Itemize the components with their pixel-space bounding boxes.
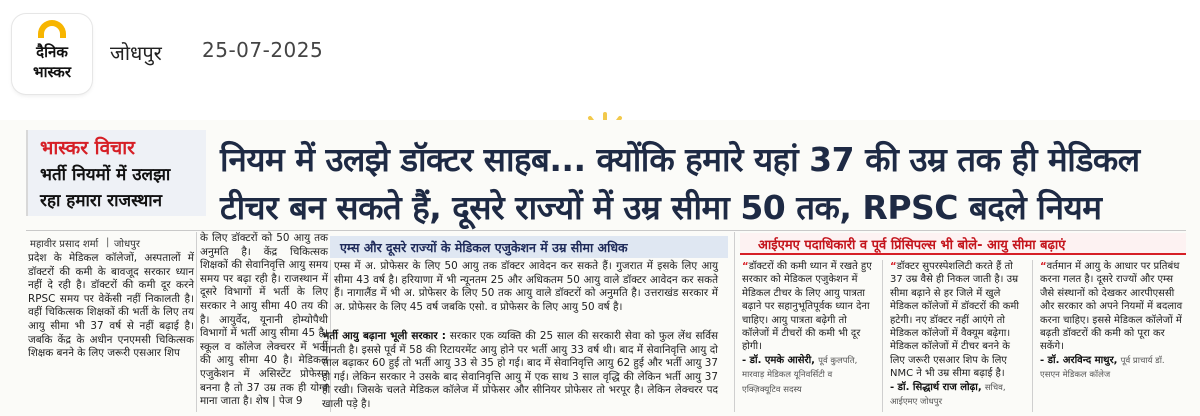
sun-logo-icon xyxy=(38,20,66,38)
headline-line-1: नियम में उलझे डॉक्टर साहब... क्योंकि हमारे यहां 37 की उम्र तक ही मेडिकल xyxy=(220,140,1140,179)
byline-separator: | xyxy=(106,237,110,248)
opinion-line-1: भर्ती नियमों में उलझा xyxy=(40,165,171,185)
article-column-2: के लिए डॉक्टरों को 50 आयु तक अनुमति है। केंद्र चिकित्सक शिक्षकों की सेवानिवृत्ति आयु समय समय पर बढ़ा रही है। राजस्थान में दूसरे विभागों में भर्ती के लिए सरकार ने आयु सीमा 40 तय की है। आयुर्वेद, यूनानी होम्योपैथी विभागों में भर्ती आयु सीमा 45 है। स्कूल व कॉलेज लेक्चरर में भर्ती की आयु सीमा 40 है। मेडिकल एजुकेशन में असिस्टेंट प्रोफेसर बनना है तो 37 उम्र तक ही योग्य माना जाता है। शेष | पेज 9 xyxy=(200,232,328,408)
quote-3-role: पूर्व प्राचार्य डॉ. एसएन मेडिकल कॉलेज xyxy=(1040,355,1165,381)
quote-1-role: पूर्व कुलपति, मारवाड़ मेडिकल यूनिवर्सिटी व एक्ज़िक्यूटिव सदस्य xyxy=(742,355,858,395)
subhead-arrow xyxy=(718,236,728,258)
quote-1 xyxy=(742,260,872,397)
headline-divider xyxy=(26,230,1186,231)
quotes-banner xyxy=(740,233,1186,255)
section-body: सरकार एक व्यक्ति की 25 साल की सरकारी सेवा को फुल लेंथ सर्विस मानती है। इससे पूर्व में 58 की रिटायरमेंट आयु होने पर भर्ती आयु 33 वर्ष थी। बाद में सेवानिवृत्ति आयु दो साल बढ़ाकर 60 हुई तो भर्ती आयु 33 से 35 हो गई। बाद में सेवानिवृत्ति आयु 62 हुई और भर्ती आयु 37 हो गई। लेकिन सरकार ने उसके बाद सेवानिवृत्ति आयु में एक साथ 3 साल वृद्धि की लेकिन भर्ती आयु 37 ही रखी। जिसके चलते मेडिकल कॉलेज में प्रोफेसर और सीनियर प्रोफेसर तो भरपूर है। लेकिन लेक्चरर पद खाली पड़े है। xyxy=(322,330,718,410)
opinion-line-2: रहा हमारा राजस्थान xyxy=(40,191,163,211)
quote-2-author: - डॉ. सिद्धार्थ राज लोढ़ा, xyxy=(890,381,982,393)
column-divider xyxy=(882,260,883,412)
section-label: भर्ती आयु बढ़ाना भूली सरकार : xyxy=(322,330,446,342)
quote-3 xyxy=(1040,260,1184,383)
opinion-tag: भास्कर विचार xyxy=(40,137,135,159)
article-column-3b xyxy=(322,330,718,412)
quote-3-text: वर्तमान में आयु के आधार पर प्रतिबंध करना गलत है। दूसरे राज्यों और एम्स जैसे संस्थानों को देखकर आरपीएससी और सरकार को अपने नियमों में बदलाव करना चाहिए। इससे मेडिकल कॉलेजों में बढ़ती डॉक्टरों की कमी को पूरा कर सकेंगे। xyxy=(1040,261,1183,353)
logo-text-line2: भास्कर xyxy=(33,63,71,81)
newspaper-clipping xyxy=(0,120,1200,416)
quotes-banner-text: आईएमए पदाधिकारी व पूर्व प्रिंसिपल्स भी बोले- आयु सीमा बढ़ाएं xyxy=(758,238,1066,253)
edition-date: 25-07-2025 xyxy=(202,38,324,62)
sub-headline: एम्स और दूसरे राज्यों के मेडिकल एजुकेशन में उम्र सीमा अधिक xyxy=(330,236,728,258)
article-column-1: प्रदेश के मेडिकल कॉलेजों, अस्पतालों में डॉक्टरों की कमी के बावजूद सरकार ध्यान नहीं दे रही है। डॉक्टरों की कमी दूर करने RPSC समय पर वेकेंसी नहीं निकालती है। वहीं चिकित्सक शिक्षकों की भर्ती के लिए तय आयु सीमा भी 37 वर्ष से नहीं बढ़ाई है। जबकि केंद्र के अधीन एनएमसी चिकित्सक शिक्षक बनने के लिए जरूरी एसआर शिप xyxy=(28,252,194,360)
headline-line-2: टीचर बन सकते हैं, दूसरे राज्यों में उम्र सीमा 50 तक, RPSC बदले नियम xyxy=(220,188,1102,227)
column-divider xyxy=(1032,260,1033,412)
quote-2 xyxy=(890,260,1020,409)
column-divider xyxy=(734,232,735,412)
byline-city: जोधपुर xyxy=(114,239,140,250)
article-column-3a: एम्स में अ. प्रोफेसर के लिए 50 आयु तक डॉक्टर आवेदन कर सकते हैं। गुजरात में इसके लिए आयु सीमा 43 वर्ष है। हरियाणा में भी न्यूनतम 25 और अधिकतम 50 आयु वाले डॉक्टर आवेदन कर सकते हैं। नागालैंड में भी अ. प्रोफेसर के लिए 50 तक आयु वाले डॉक्टरों को अनुमति है। उत्तराखंड सरकार में अ. प्रोफेसर के लिए 45 वर्ष जबकि एसो. व प्रोफेसर के लिए आयु 50 वर्ष है। xyxy=(334,260,718,313)
quote-3-author: - डॉ. अरविन्द माथुर, xyxy=(1040,354,1118,366)
quote-mark-icon: “ xyxy=(1040,261,1047,272)
quote-2-text: डॉक्टर सुपरस्पेशलिटी करते हैं तो 37 उम्र वैसे ही निकल जाती है। उम्र सीमा बढ़ाने से हर जिले में खुले मेडिकल कॉलेजों में डॉक्टरों की कमी हटेगी। नए डॉक्टर नहीं आएंगे तो मेडिकल कॉलेजों में वैक्यूम बढ़ेगा। मेडिकल कॉलेजों में टीचर बनने के लिए जरूरी एसआर शिप के लिए NMC ने भी उम्र सीमा बढ़ाई है। xyxy=(890,261,1019,380)
dainik-bhaskar-logo[interactable] xyxy=(12,14,92,94)
quote-2-role: सचिव, आईएमए जोधपुर xyxy=(890,382,1006,408)
column-divider xyxy=(196,232,197,412)
quote-1-text: डॉक्टरों की कमी ध्यान में रखते हुए सरकार को मेडिकल एजुकेशन में मेडिकल टीचर के लिए आयु पात्रता बढ़ाने पर सहानुभूतिपूर्वक ध्यान देना चाहिए। आयु पात्रता बढ़ेगी तो कॉलेजों में टीचरों की कमी भी दूर होगी। xyxy=(742,261,872,353)
app-header xyxy=(0,0,1200,100)
byline-name: महावीर प्रसाद शर्मा xyxy=(30,239,99,250)
edition-city: जोधपुर xyxy=(110,41,162,65)
quote-1-author: - डॉ. एमके आसेरी, xyxy=(742,354,815,366)
logo-text-line1: दैनिक xyxy=(36,43,68,61)
opinion-box xyxy=(26,130,206,216)
quote-mark-icon: “ xyxy=(742,261,749,272)
quote-mark-icon: “ xyxy=(890,261,897,272)
